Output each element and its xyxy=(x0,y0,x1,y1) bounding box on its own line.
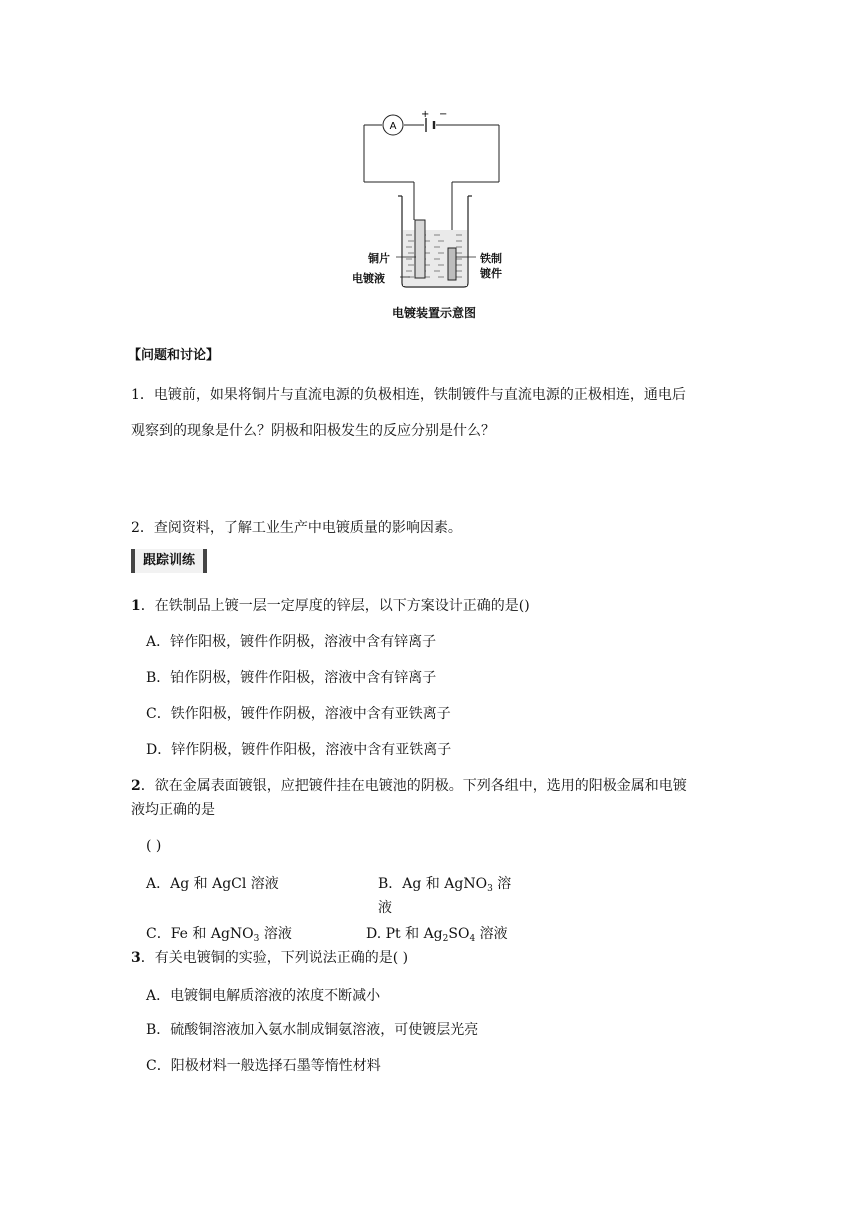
q2-option-b-post: 溶 xyxy=(492,876,512,892)
q1-option-a: A．锌作阳极，镀件作阴极，溶液中含有锌离子 xyxy=(146,634,437,650)
q2-option-c-sub: 3 xyxy=(253,934,260,944)
discussion-q1-line2: 观察到的现象是什么？阴极和阳极发生的反应分别是什么？ xyxy=(131,423,495,439)
q2-option-c xyxy=(146,924,292,944)
q1-number: 1 xyxy=(131,598,141,614)
q3-stem-text: ．有关电镀铜的实验，下列说法正确的是( ) xyxy=(140,950,409,966)
label-iron-2: 镀件 xyxy=(480,267,502,280)
q1-option-b: B．铂作阴极，镀件作阳极，溶液中含有锌离子 xyxy=(146,670,437,686)
q1-option-c: C．铁作阳极，镀件作阴极，溶液中含有亚铁离子 xyxy=(146,706,451,722)
q2-answer-blank: ( ) xyxy=(146,838,162,854)
q2-option-c-post: 溶液 xyxy=(259,926,292,942)
q2-option-a: A．Ag 和 AgCl 溶液 xyxy=(146,876,279,892)
q2-number: 2 xyxy=(131,778,141,794)
q2-stem-text: ．欲在金属表面镀银，应把镀件挂在电镀池的阴极。下列各组中，选用的阳极金属和电镀 xyxy=(140,778,687,794)
label-copper: 铜片 xyxy=(368,252,390,265)
minus-sign: − xyxy=(439,109,448,120)
q2-stem-line1 xyxy=(131,776,687,796)
plus-sign: + xyxy=(421,109,430,120)
q2-option-b-line2: 液 xyxy=(378,900,392,916)
discussion-title: 【问题和讨论】 xyxy=(128,348,220,363)
q3-option-c: C．阳极材料一般选择石墨等惰性材料 xyxy=(146,1058,381,1074)
q2-option-b-sub: 3 xyxy=(487,884,493,894)
training-banner: 跟踪训练 xyxy=(131,549,207,573)
q2-option-d-text: D. Pt 和 Ag xyxy=(366,926,443,942)
q2-option-d-mid: SO xyxy=(448,926,470,942)
discussion-q2: 2．查阅资料，了解工业生产中电镀质量的影响因素。 xyxy=(131,520,462,536)
copper-electrode xyxy=(415,220,425,278)
q3-stem xyxy=(131,948,408,968)
q1-stem xyxy=(131,596,530,616)
q2-option-b-text: B．Ag 和 AgNO xyxy=(378,876,488,892)
q2-option-d xyxy=(366,924,508,944)
q3-number: 3 xyxy=(131,950,141,966)
q2-option-d-sub2: 4 xyxy=(469,934,476,944)
q2-stem-line2: 液均正确的是 xyxy=(131,802,215,818)
electroplating-diagram xyxy=(348,108,518,298)
figure-caption: 电镀装置示意图 xyxy=(392,306,477,320)
q2-option-c-text: C．Fe 和 AgNO xyxy=(146,926,254,942)
label-iron-1: 铁制 xyxy=(480,252,502,265)
label-solution: 电镀液 xyxy=(352,272,385,285)
iron-workpiece xyxy=(448,248,456,280)
ammeter-symbol: A xyxy=(389,121,397,132)
q2-option-d-sub1: 2 xyxy=(442,934,449,944)
q3-option-b: B．硫酸铜溶液加入氨水制成铜氨溶液，可使镀层光亮 xyxy=(146,1022,479,1038)
q1-option-d: D．锌作阴极，镀件作阳极，溶液中含有亚铁离子 xyxy=(146,742,452,758)
q2-option-d-post: 溶液 xyxy=(475,926,508,942)
q1-stem-text: ．在铁制品上镀一层一定厚度的锌层，以下方案设计正确的是() xyxy=(140,598,530,614)
discussion-q1-line1: 1．电镀前，如果将铜片与直流电源的负极相连，铁制镀件与直流电源的正极相连，通电后 xyxy=(131,387,686,403)
q3-option-a: A．电镀铜电解质溶液的浓度不断减小 xyxy=(146,988,381,1004)
plating-solution xyxy=(403,230,467,286)
q2-option-b xyxy=(378,874,511,894)
